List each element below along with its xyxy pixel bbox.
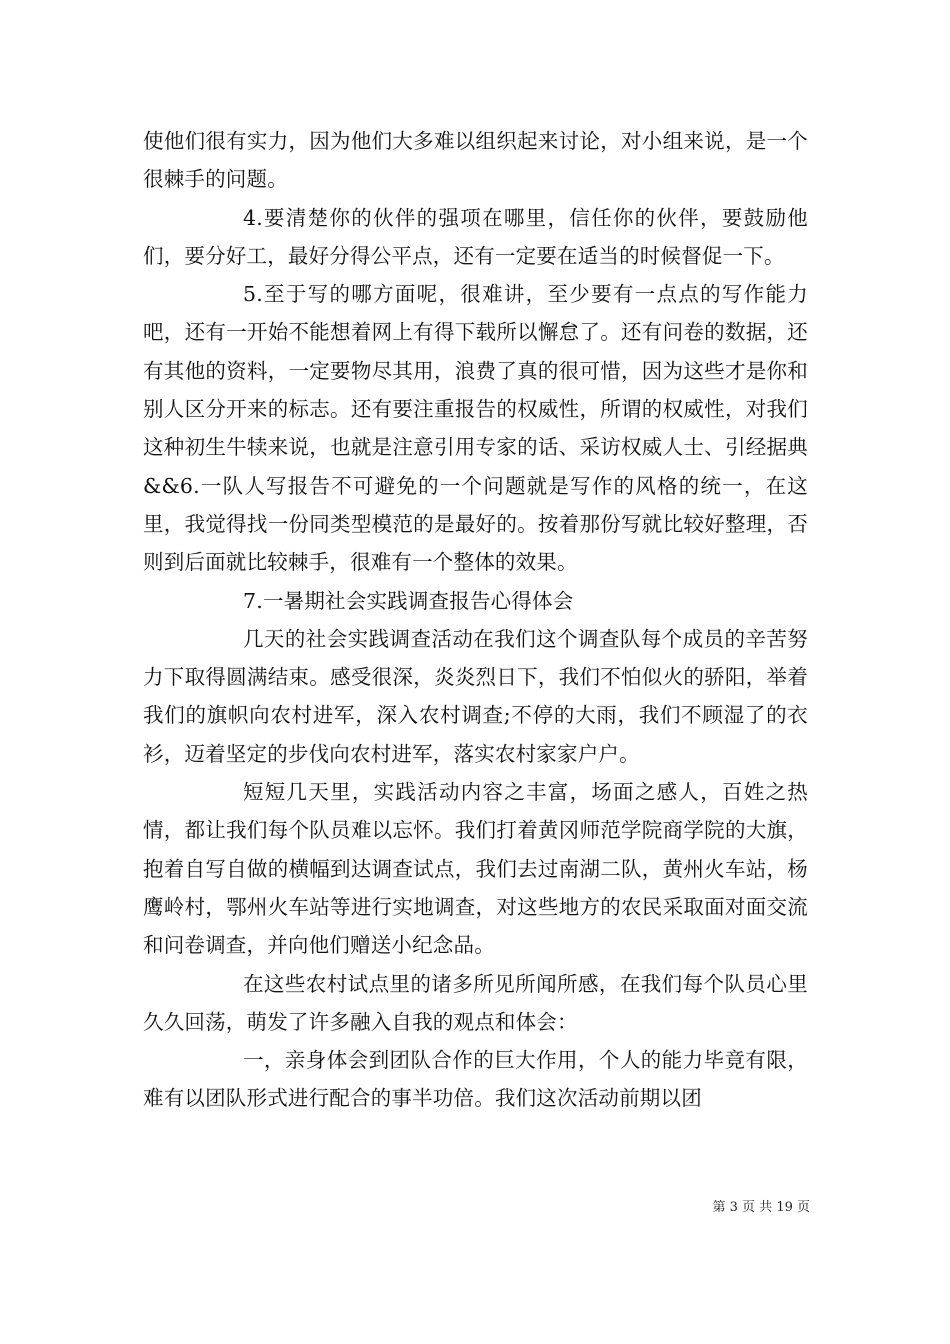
document-body [143, 122, 808, 1118]
paragraph-5: 几天的社会实践调查活动在我们这个调查队每个成员的辛苦努力下取得圆满结束。感受很深，炎炎烈日下，我们不怕似火的骄阳，举着我们的旗帜向农村进军，深入农村调查;不停的大雨，我们不顾湿了的衣衫，迈着坚定的步伐向农村进军，落实农村家家户户。 [143, 626, 808, 766]
paragraph-1: 使他们很有实力，因为他们大多难以组织起来讨论，对小组来说，是一个很棘手的问题。 [143, 129, 808, 192]
paragraph-8: 一，亲身体会到团队合作的巨大作用，个人的能力毕竟有限，难有以团队形式进行配合的事半功倍。我们这次活动前期以团 [143, 1048, 808, 1111]
paragraph-7: 在这些农村试点里的诸多所见所闻所感，在我们每个队员心里久久回荡，萌发了许多融入自我的观点和体会： [143, 971, 808, 1034]
section-heading: 7.一暑期社会实践调查报告心得体会 [243, 588, 574, 613]
paragraph-3: 5.至于写的哪方面呢，很难讲，至少要有一点点的写作能力吧，还有一开始不能想着网上有得下载所以懈怠了。还有问卷的数据，还有其他的资料，一定要物尽其用，浪费了真的很可惜，因为这些才是你和别人区分开来的标志。还有要注重报告的权威性，所谓的权威性，对我们这种初生牛犊来说，也就是注意引用专家的话、采访权威人士、引经据典&&6.一队人写报告不可避免的一个问题就是写作的风格的统一，在这里，我觉得找一份同类型模范的是最好的。按着那份写就比较好整理，否则到后面就比较棘手，很难有一个整体的效果。 [143, 282, 808, 575]
paragraph-6: 短短几天里，实践活动内容之丰富，场面之感人，百姓之热情，都让我们每个队员难以忘怀。我们打着黄冈师范学院商学院的大旗，抱着自写自做的横幅到达调查试点，我们去过南湖二队，黄州火车站，杨鹰岭村，鄂州火车站等进行实地调查，对这些地方的农民采取面对面交流和问卷调查，并向他们赠送小纪念品。 [143, 780, 808, 958]
page-number-footer: 第 3 页 共 19 页 [712, 1200, 810, 1215]
paragraph-2: 4.要清楚你的伙伴的强项在哪里，信任你的伙伴，要鼓励他们，要分好工，最好分得公平点，还有一定要在适当的时候督促一下。 [143, 205, 808, 268]
